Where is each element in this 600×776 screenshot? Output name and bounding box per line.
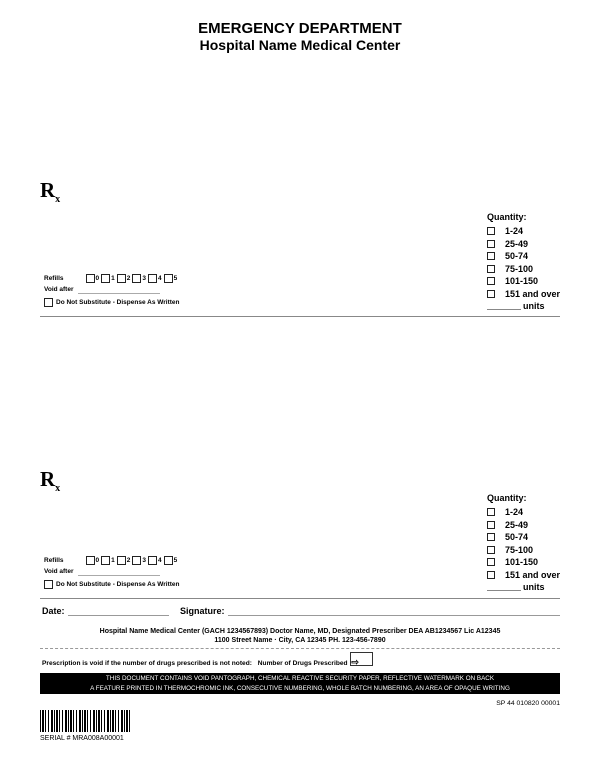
checkbox[interactable] — [487, 558, 495, 566]
void-after-label: Void after — [44, 286, 74, 293]
department-title: EMERGENCY DEPARTMENT — [198, 20, 402, 37]
units-field[interactable]: units — [487, 581, 560, 594]
refill-checkbox[interactable] — [164, 556, 173, 565]
void-notice: Prescription is void if the number of drugs prescribed is not noted: Number of Drugs Prescribed ⇨ — [42, 657, 359, 667]
void-after-field[interactable] — [78, 568, 160, 576]
refills-row-2: Refills 0 1 2 3 4 5 — [44, 557, 178, 564]
refill-checkbox[interactable] — [101, 556, 110, 565]
refill-checkbox[interactable] — [132, 556, 141, 565]
quantity-option[interactable]: 101-150 — [487, 556, 560, 569]
quantity-option[interactable]: 25-49 — [487, 238, 560, 251]
quantity-option[interactable]: 151 and over — [487, 288, 560, 301]
serial-number: SERIAL # MRA008A00001 — [40, 735, 124, 742]
quantity-option[interactable]: 1-24 — [487, 506, 560, 519]
refill-checkbox[interactable] — [117, 556, 126, 565]
refills-label: Refills — [44, 557, 64, 564]
quantity-option[interactable]: 151 and over — [487, 569, 560, 582]
refill-checkbox[interactable] — [148, 556, 157, 565]
refill-checkbox[interactable] — [164, 274, 173, 283]
void-after-field[interactable] — [78, 286, 160, 294]
prescriber-info-line2: 1100 Street Name · City, CA 12345 PH. 123-456-7890 — [214, 637, 386, 644]
dns-checkbox[interactable] — [44, 580, 53, 589]
quantity-section-1 — [487, 212, 560, 313]
quantity-option[interactable]: 50-74 — [487, 531, 560, 544]
dns-row-2: Do Not Substitute - Dispense As Written — [44, 580, 180, 589]
quantity-option[interactable]: 50-74 — [487, 250, 560, 263]
sp-number: SP 44 010820 00001 — [496, 700, 560, 707]
rx-symbol: $R_x$ — [40, 178, 61, 206]
prescriber-info-line1: Hospital Name Medical Center (GACH 1234567893) Doctor Name, MD, Designated Prescriber DEA AB1234567 Lic A12345 — [99, 628, 501, 635]
signature-field[interactable] — [228, 607, 560, 616]
refills-row-1: Refills 0 1 2 3 4 5 — [44, 275, 178, 282]
quantity-title: Quantity: — [487, 493, 527, 503]
dns-checkbox[interactable] — [44, 298, 53, 307]
date-label: Date: — [42, 606, 65, 616]
barcode — [40, 710, 130, 732]
checkbox[interactable] — [487, 508, 495, 516]
dns-row-1: Do Not Substitute - Dispense As Written — [44, 298, 180, 307]
refill-checkbox[interactable] — [132, 274, 141, 283]
quantity-option[interactable]: 75-100 — [487, 263, 560, 276]
signature-label: Signature: — [180, 606, 225, 616]
hospital-title: Hospital Name Medical Center — [199, 37, 401, 53]
checkbox[interactable] — [487, 265, 495, 273]
void-after-label: Void after — [44, 568, 74, 575]
date-field[interactable] — [68, 607, 169, 616]
quantity-option[interactable]: 75-100 — [487, 544, 560, 557]
checkbox[interactable] — [487, 533, 495, 541]
checkbox[interactable] — [487, 277, 495, 285]
rx-symbol: $R_x$ — [40, 467, 61, 495]
quantity-option[interactable]: 1-24 — [487, 225, 560, 238]
refill-checkbox[interactable] — [86, 274, 95, 283]
quantity-option[interactable]: 25-49 — [487, 519, 560, 532]
refills-label: Refills — [44, 275, 64, 282]
quantity-option[interactable]: 101-150 — [487, 275, 560, 288]
divider — [40, 598, 560, 599]
checkbox[interactable] — [487, 227, 495, 235]
divider — [40, 648, 560, 649]
checkbox[interactable] — [487, 546, 495, 554]
num-drugs-box[interactable] — [350, 652, 373, 666]
refill-checkbox[interactable] — [101, 274, 110, 283]
units-field[interactable]: units — [487, 300, 560, 313]
security-notice-bar: THIS DOCUMENT CONTAINS VOID PANTOGRAPH, CHEMICAL REACTIVE SECURITY PAPER, REFLECTIVE WATERMARK ON BACK A FEATURE PRINTED IN THERMOCHROMIC INK, CONSECUTIVE NUMBERING, WHOLE BATCH NUMBERING, AN AREA OF OPAQUE WRITING — [40, 673, 560, 694]
quantity-title: Quantity: — [487, 212, 527, 222]
refill-checkbox[interactable] — [148, 274, 157, 283]
checkbox[interactable] — [487, 252, 495, 260]
checkbox[interactable] — [487, 240, 495, 248]
checkbox[interactable] — [487, 290, 495, 298]
num-drugs-label: Number of Drugs Prescribed — [257, 660, 348, 667]
checkbox[interactable] — [487, 521, 495, 529]
quantity-section-2 — [487, 493, 560, 594]
divider — [40, 316, 560, 317]
checkbox[interactable] — [487, 571, 495, 579]
refill-checkbox[interactable] — [86, 556, 95, 565]
refill-checkbox[interactable] — [117, 274, 126, 283]
arrow-right-icon: ⇨ — [351, 657, 359, 667]
